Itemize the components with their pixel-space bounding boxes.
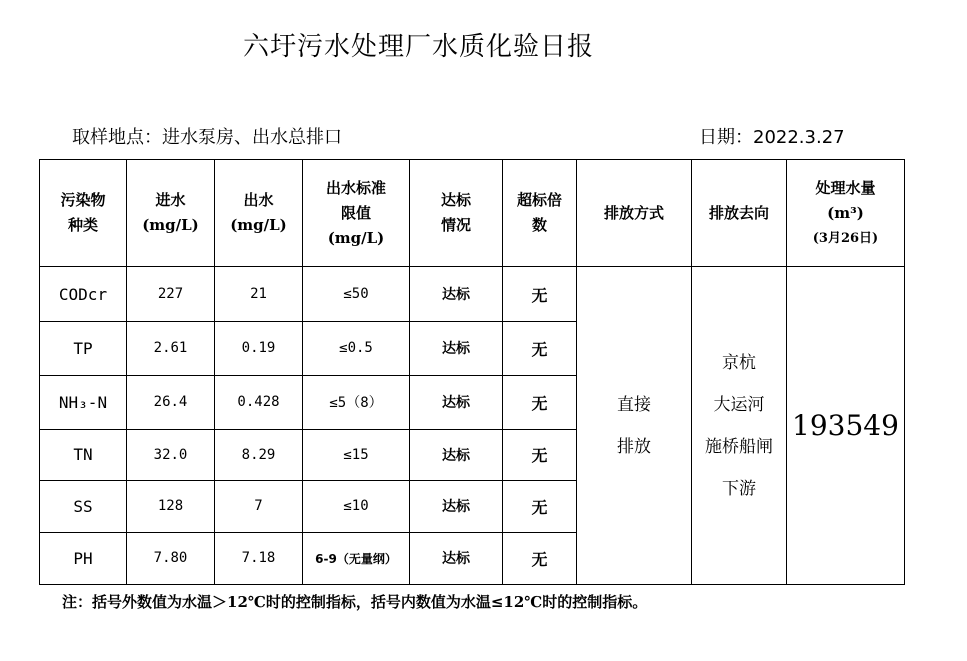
- row-status: 达标: [410, 532, 503, 584]
- row-outflow: 7: [215, 480, 303, 532]
- row-inflow: 227: [127, 267, 215, 322]
- header-row: [40, 160, 905, 267]
- header-exceed: 超标倍 数: [503, 160, 577, 267]
- header-volume: 处理水量 (m³) (3月26日): [787, 160, 905, 267]
- footnote: 注：括号外数值为水温＞12℃时的控制指标，括号内数值为水温≤12℃时的控制指标。: [62, 593, 648, 611]
- row-exceed: 无: [503, 429, 577, 480]
- report-date: 日期：2022.3.27: [699, 127, 845, 148]
- row-standard: ≤5（8）: [303, 375, 410, 429]
- row-outflow: 7.18: [215, 532, 303, 584]
- header-status: 达标 情况: [410, 160, 503, 267]
- report-title: 六圩污水处理厂水质化验日报: [243, 32, 595, 62]
- sampling-location: 取样地点：进水泵房、出水总排口: [72, 127, 342, 148]
- row-exceed: 无: [503, 267, 577, 322]
- row-standard: 6-9（无量纲）: [303, 532, 410, 584]
- row-inflow: 32.0: [127, 429, 215, 480]
- row-standard: ≤10: [303, 480, 410, 532]
- row-category: TN: [40, 429, 127, 480]
- row-exceed: 无: [503, 532, 577, 584]
- row-inflow: 128: [127, 480, 215, 532]
- row-category: SS: [40, 480, 127, 532]
- header-destination: 排放去向: [692, 160, 787, 267]
- discharge-destination-cell: 京杭 大运河 施桥船闸 下游: [692, 267, 787, 585]
- row-exceed: 无: [503, 375, 577, 429]
- row-outflow: 21: [215, 267, 303, 322]
- row-inflow: 26.4: [127, 375, 215, 429]
- row-standard: ≤15: [303, 429, 410, 480]
- row-outflow: 0.19: [215, 322, 303, 375]
- table-row: [40, 267, 905, 322]
- row-status: 达标: [410, 480, 503, 532]
- header-inflow: 进水 (mg/L): [127, 160, 215, 267]
- row-exceed: 无: [503, 480, 577, 532]
- water-quality-table: [39, 159, 905, 585]
- discharge-method-cell: 直接 排放: [577, 267, 692, 585]
- row-inflow: 7.80: [127, 532, 215, 584]
- row-category: TP: [40, 322, 127, 375]
- row-outflow: 0.428: [215, 375, 303, 429]
- row-category: NH₃-N: [40, 375, 127, 429]
- row-category: CODcr: [40, 267, 127, 322]
- header-category: 污染物 种类: [40, 160, 127, 267]
- header-method: 排放方式: [577, 160, 692, 267]
- row-category: PH: [40, 532, 127, 584]
- header-outflow: 出水 (mg/L): [215, 160, 303, 267]
- row-status: 达标: [410, 375, 503, 429]
- row-standard: ≤50: [303, 267, 410, 322]
- header-standard: 出水标准 限值 (mg/L): [303, 160, 410, 267]
- row-standard: ≤0.5: [303, 322, 410, 375]
- treated-volume: 193549: [787, 267, 905, 585]
- row-status: 达标: [410, 267, 503, 322]
- row-status: 达标: [410, 429, 503, 480]
- row-inflow: 2.61: [127, 322, 215, 375]
- row-outflow: 8.29: [215, 429, 303, 480]
- row-status: 达标: [410, 322, 503, 375]
- row-exceed: 无: [503, 322, 577, 375]
